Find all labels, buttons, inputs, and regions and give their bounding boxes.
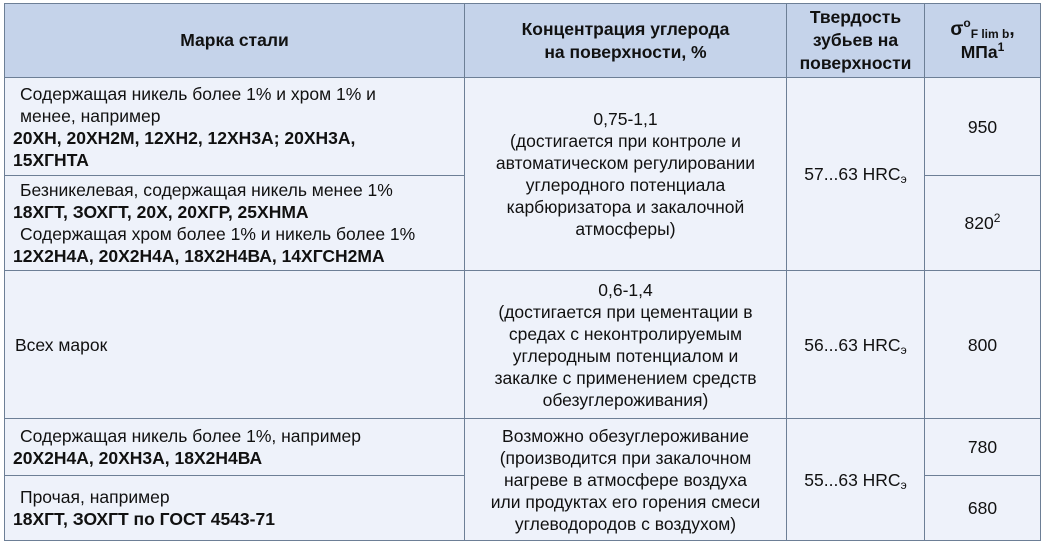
carbon-cell: Возможно обезуглероживание (производится при закалочном нагреве в атмосфере воздуха или продуктах его горения смеси углеводородов с воздухом) [465,419,787,541]
sigma-cell: 780 [925,419,1041,476]
steel-cell: Прочая, например 18ХГТ, ЗОХГТ по ГОСТ 4543-71 [5,476,465,541]
hardness-cell: 57...63 $HRC_э$ [787,78,925,271]
steel-cell: Безникелевая, содержащая никель менее 1% 18ХГТ, ЗОХГТ, 20Х, 20ХГР, 25ХНМА Содержащая хром более 1% и никель более 1% 12Х2Н4А, 20Х2Н4А, 18Х2Н4ВА, 14ХГСН2МА [5,176,465,271]
table-row [5,419,1041,476]
hardness-cell: 55...63 $HRC_э$ [787,419,925,541]
carbon-cell: 0,75-1,1 (достигается при контроле и автоматическом регулировании углеродного потенциала карбюризатора и закалочной атмосферы) [465,78,787,271]
sigma-cell: 950 [925,78,1041,176]
steel-cell: Содержащая никель более 1%, например 20Х2Н4А, 20ХН3А, 18Х2Н4ВА [5,419,465,476]
header-surface-hardness: Твердость зубьев на поверхности [787,4,925,78]
header-row [5,4,1041,78]
steel-properties-table [4,3,1041,541]
header-steel-grade: Марка стали [5,4,465,78]
sigma-cell: 680 [925,476,1041,541]
sigma-cell: $820^2$ [925,176,1041,271]
hardness-cell: 56...63 $HRC_э$ [787,271,925,419]
carbon-cell: 0,6-1,4 (достигается при цементации в средах с неконтролируемым углеродным потенциалом и закалке с применением средств обезуглероживания) [465,271,787,419]
header-sigma-limit: $\sigma^o_{F lim b}$, МПа$^1$ [925,4,1041,78]
steel-cell: Всех марок [5,271,465,419]
table-row [5,271,1041,419]
header-carbon-concentration: Концентрация углерода на поверхности, % [465,4,787,78]
steel-cell: Содержащая никель более 1% и хром 1% и менее, например 20ХН, 20ХН2М, 12ХН2, 12ХН3А; 20ХН3А, 15ХГНТА [5,78,465,176]
table-row [5,78,1041,176]
sigma-cell: 800 [925,271,1041,419]
